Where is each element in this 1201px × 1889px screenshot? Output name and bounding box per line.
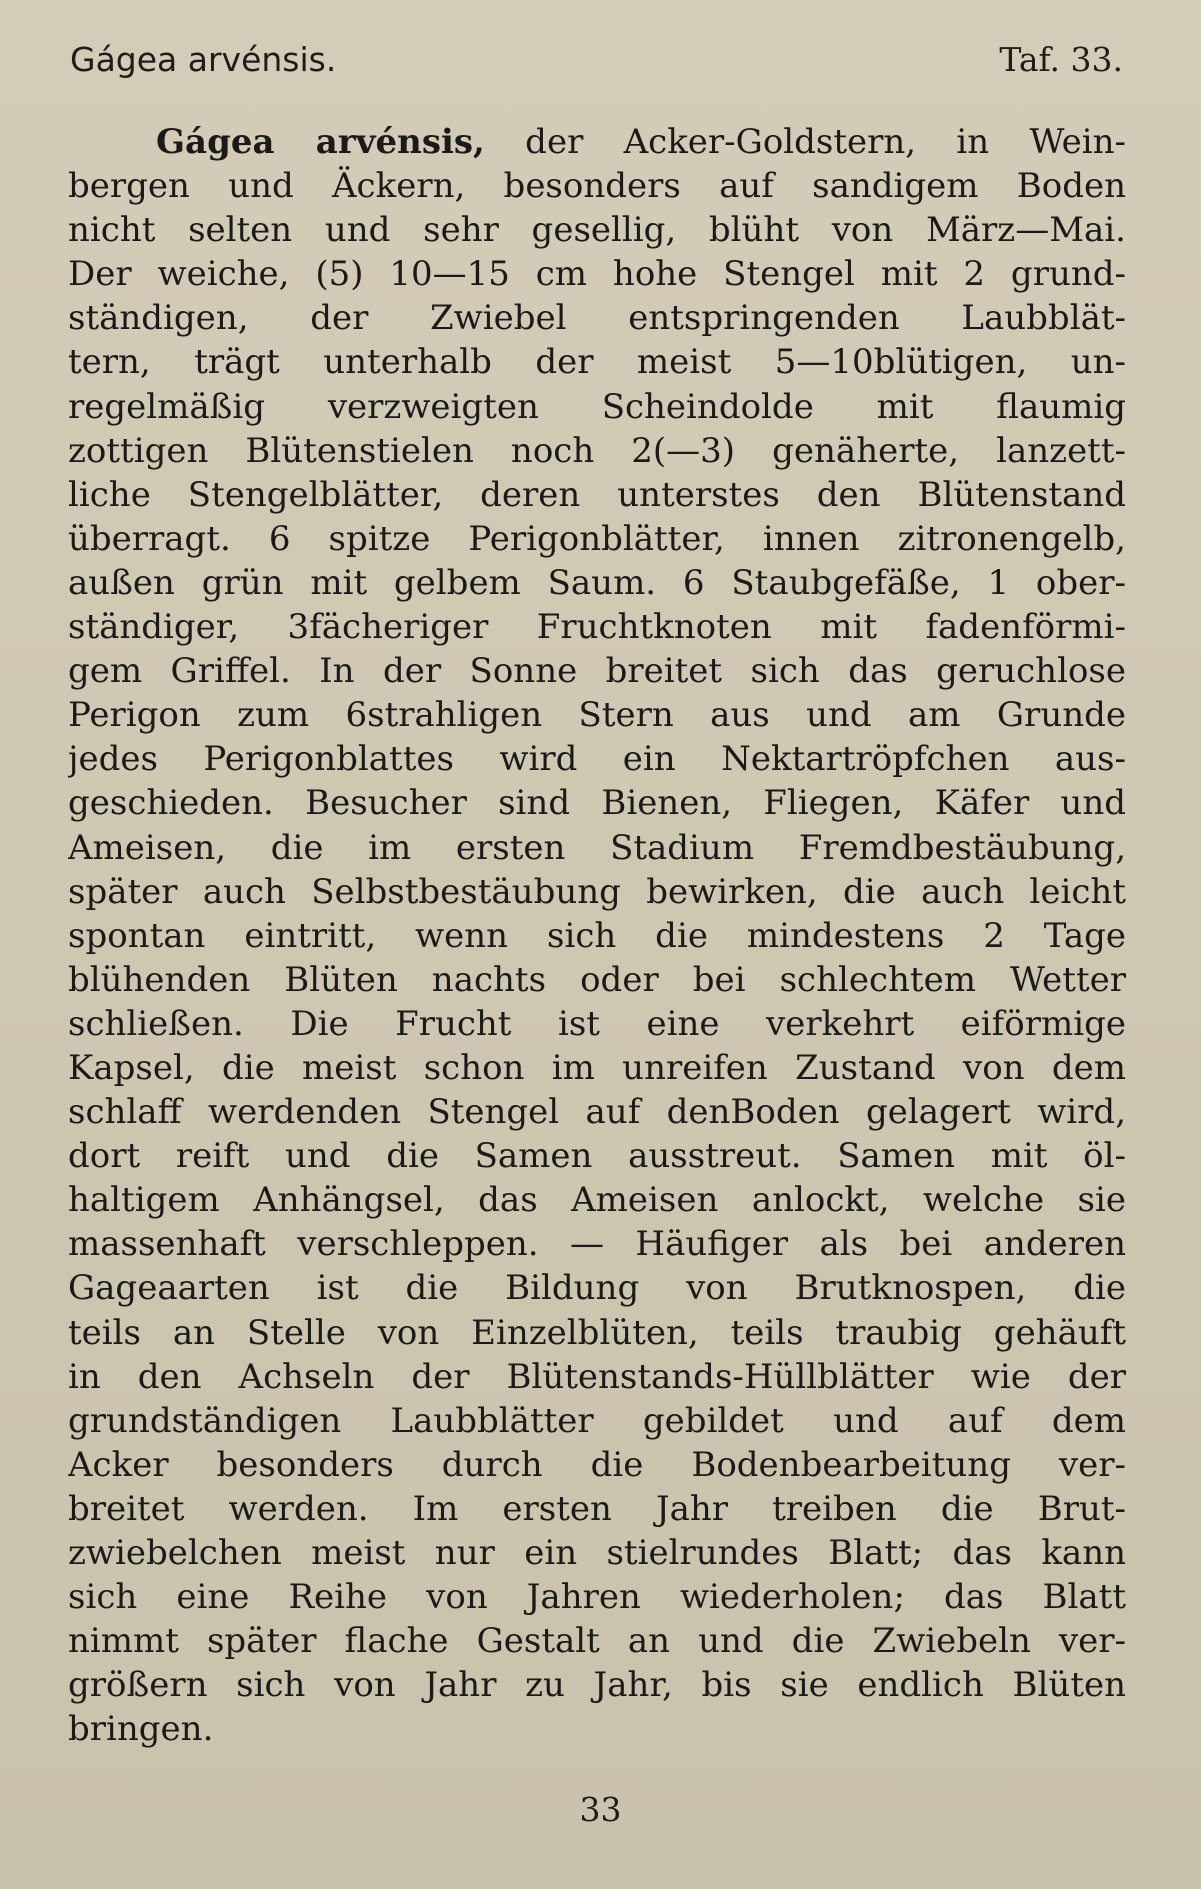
line-text: teils an Stelle von Einzelblüten, teils traubig gehäuft	[68, 1312, 1126, 1353]
text-line	[68, 1487, 1126, 1531]
line-text: ständiger, 3fächeriger Fruchtknoten mit fadenförmi-	[68, 607, 1126, 648]
line-text: jedes Perigonblattes wird ein Nektartröpfchen aus-	[68, 739, 1126, 780]
text-line	[68, 737, 1126, 781]
line-text: sich eine Reihe von Jahren wiederholen; das Blatt	[68, 1577, 1126, 1618]
line-text: außen grün mit gelbem Saum. 6 Staubgefäße, 1 ober-	[68, 562, 1126, 603]
text-line	[68, 781, 1126, 825]
line-text: geschieden. Besucher sind Bienen, Fliegen, Käfer und	[68, 783, 1126, 824]
line-text: spontan eintritt, wenn sich die mindestens 2 Tage	[68, 915, 1126, 956]
line-text: ständigen, der Zwiebel entspringenden Laubblät-	[68, 298, 1126, 339]
text-line	[68, 473, 1126, 517]
line-text: größern sich von Jahr zu Jahr, bis sie endlich Blüten	[68, 1665, 1126, 1706]
line-text: Der weiche, (5) 10—15 cm hohe Stengel mit 2 grund-	[68, 254, 1126, 295]
text-line	[68, 1531, 1126, 1575]
line-text: zwiebelchen meist nur ein stielrundes Blatt; das kann	[68, 1533, 1126, 1573]
line-text: gem Griffel. In der Sonne breitet sich das geruchlose	[68, 651, 1126, 692]
text-line	[68, 1575, 1126, 1619]
line-text: haltigem Anhängsel, das Ameisen anlockt, welche sie	[68, 1180, 1126, 1221]
species-name-bold: Gágea arvénsis,	[156, 122, 485, 162]
line-text: schließen. Die Frucht ist eine verkehrt eiförmige	[68, 1003, 1126, 1044]
text-line	[68, 693, 1126, 737]
line-text: der Acker-Goldstern, in Wein-	[484, 122, 1126, 162]
line-text: Acker besonders durch die Bodenbearbeitung ver-	[68, 1444, 1126, 1485]
text-line	[68, 1355, 1126, 1399]
text-line	[68, 826, 1126, 870]
header-plate-number: Taf. 33.	[999, 40, 1123, 79]
text-line	[68, 1443, 1126, 1487]
line-text: überragt. 6 spitze Perigonblätter, innen zitronengelb,	[68, 518, 1126, 559]
line-text: bringen.	[68, 1709, 214, 1750]
line-text: Ameisen, die im ersten Stadium Fremdbestäubung,	[68, 827, 1126, 868]
text-line	[68, 1134, 1126, 1178]
text-line	[68, 1619, 1126, 1663]
line-text: bergen und Äckern, besonders auf sandigem Boden	[68, 166, 1126, 207]
line-text: massenhaft verschleppen. — Häufiger als bei anderen	[68, 1224, 1126, 1265]
species-description	[68, 120, 1126, 1751]
line-text: nicht selten und sehr gesellig, blüht von März—Mai.	[68, 210, 1126, 251]
text-line	[68, 1399, 1126, 1443]
text-line	[68, 605, 1126, 649]
line-text: grundständigen Laubblätter gebildet und auf dem	[68, 1400, 1126, 1441]
line-text: zottigen Blütenstielen noch 2(—3) genäherte, lanzett-	[68, 430, 1126, 471]
line-text: schlaff werdenden Stengel auf denBoden gelagert wird,	[68, 1092, 1126, 1133]
line-text: Gageaarten ist die Bildung von Brutknospen, die	[68, 1268, 1126, 1309]
line-text: später auch Selbstbestäubung bewirken, die auch leicht	[68, 871, 1126, 912]
text-line	[68, 252, 1126, 296]
text-line	[68, 517, 1126, 561]
text-line	[68, 958, 1126, 1002]
line-text: dort reift und die Samen ausstreut. Samen mit öl-	[68, 1136, 1126, 1177]
page-number: 33	[579, 1790, 622, 1829]
text-line	[68, 385, 1126, 429]
text-line	[68, 340, 1126, 384]
text-line	[68, 429, 1126, 473]
text-line	[68, 1178, 1126, 1222]
line-text: nimmt später flache Gestalt an und die Zwiebeln ver-	[68, 1621, 1126, 1662]
line-text: in den Achseln der Blütenstands-Hüllblätter wie der	[68, 1356, 1126, 1397]
line-text: liche Stengelblätter, deren unterstes den Blütenstand	[68, 474, 1126, 515]
text-line	[68, 649, 1126, 693]
text-line	[68, 1266, 1126, 1310]
text-line	[68, 208, 1126, 252]
text-line	[68, 164, 1126, 208]
line-text: Kapsel, die meist schon im unreifen Zustand von dem	[68, 1047, 1126, 1088]
text-line	[68, 296, 1126, 340]
running-header	[70, 40, 1123, 90]
text-line	[68, 561, 1126, 605]
text-line	[68, 1002, 1126, 1046]
text-line	[68, 1222, 1126, 1266]
text-line	[68, 120, 1126, 164]
text-line	[68, 870, 1126, 914]
line-text: tern, trägt unterhalb der meist 5—10blütigen, un-	[68, 342, 1126, 383]
text-line	[68, 1090, 1126, 1134]
header-species-name: Gágea arvénsis.	[70, 40, 337, 79]
text-line	[68, 1046, 1126, 1090]
line-text: blühenden Blüten nachts oder bei schlechtem Wetter	[68, 959, 1126, 1000]
line-text: regelmäßig verzweigten Scheindolde mit flaumig	[68, 386, 1126, 427]
text-line	[68, 1311, 1126, 1355]
line-text: breitet werden. Im ersten Jahr treiben die Brut-	[68, 1488, 1126, 1529]
text-line	[68, 1663, 1126, 1707]
text-line	[68, 914, 1126, 958]
text-line	[68, 1707, 1126, 1751]
line-text: Perigon zum 6strahligen Stern aus und am Grunde	[68, 695, 1126, 736]
